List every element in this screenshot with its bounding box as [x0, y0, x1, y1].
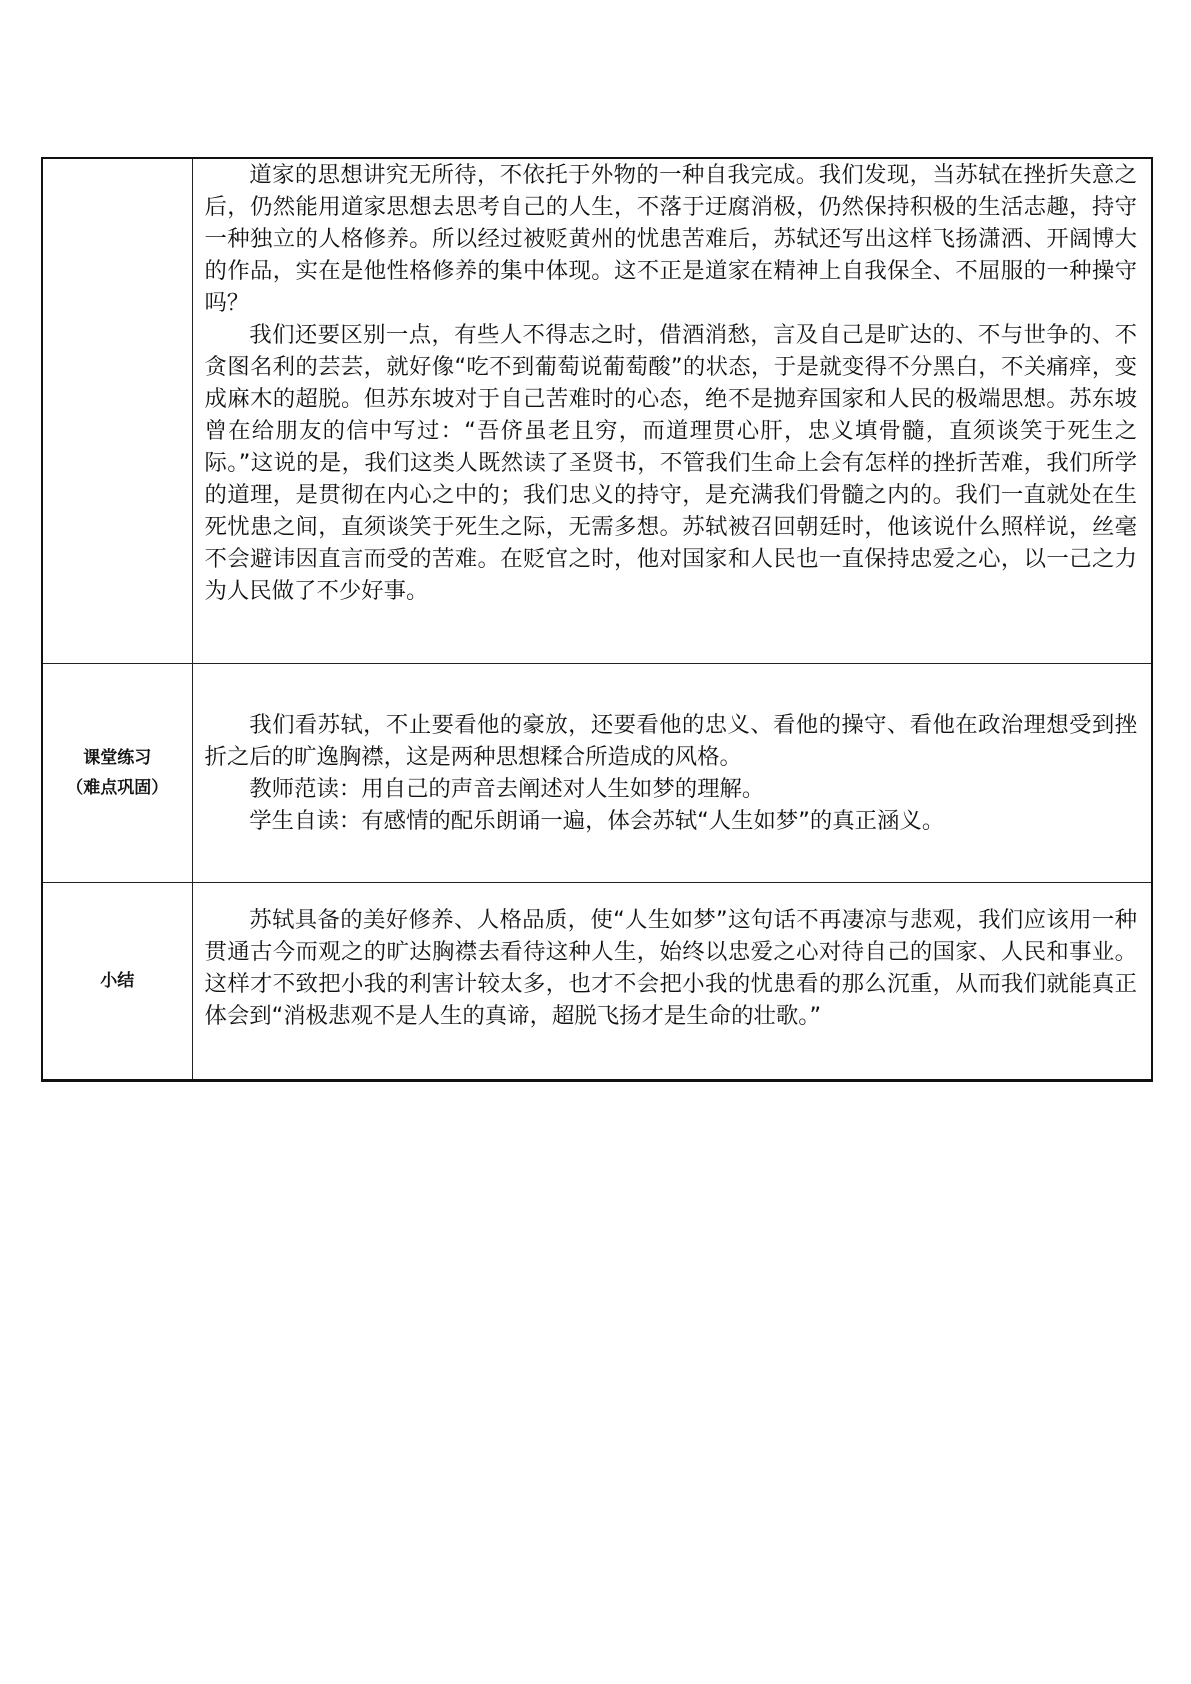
- paragraph: 道家的思想讲究无所待，不依托于外物的一种自我完成。我们发现，当苏轼在挫折失意之后，仍然能用道家思想去思考自己的人生，不落于迂腐消极，仍然保持积极的生活志趣，持守一种独立的人格修养。所以经过被贬黄州的忧患苦难后，苏轼还写出这样飞扬潇洒、开阔博大的作品，实在是他性格修养的集中体现。这不正是道家在精神上自我保全、不屈服的一种操守吗？: [204, 162, 1137, 316]
- paragraph: 我们还要区别一点，有些人不得志之时，借酒消愁，言及自己是旷达的、不与世争的、不贪图名利的芸芸，就好像“吃不到葡萄说葡萄酸”的状态，于是就变得不分黑白，不关痛痒，变成麻木的超脱。但苏东坡对于自己苦难时的心态，绝不是抛弃国家和人民的极端思想。苏东坡曾在给朋友的信中写过：“吾侪虽老且穷，而道理贯心肝，忠义填骨髓，直须谈笑于死生之际。”这说的是，我们这类人既然读了圣贤书，不管我们生命上会有怎样的挫折苦难，我们所学的道理，是贯彻在内心之中的；我们忠义的持守，是充满我们骨髓之内的。我们一直就处在生死忧患之间，直须谈笑于死生之际，无需多想。苏轼被召回朝廷时，他该说什么照样说，丝毫不会避讳因直言而受的苦难。在贬官之时，他对国家和人民也一直保持忠爱之心，以一己之力为人民做了不少好事。: [204, 322, 1137, 604]
- paragraph: 我们看苏轼，不止要看他的豪放，还要看他的忠义、看他的操守、看他在政治理想受到挫折之后的旷逸胸襟，这是两种思想糅合所造成的风格。: [204, 711, 1137, 770]
- paragraph: 学生自读：有感情的配乐朗诵一遍，体会苏轼“人生如梦”的真正涵义。: [249, 807, 945, 834]
- row-content-cell: [192, 158, 1152, 663]
- table-row: [42, 663, 1152, 882]
- row-label-cell: [42, 663, 192, 882]
- section-sublabel: （难点巩固）: [66, 777, 169, 798]
- paragraph: 苏轼具备的美好修养、人格品质，使“人生如梦”这句话不再凄凉与悲观，我们应该用一种贯通古今而观之的旷达胸襟去看待这种人生，始终以忠爱之心对待自己的国家、人民和事业。这样才不致把小我的利害计较太多，也才不会把小我的忧患看的那么沉重，从而我们就能真正体会到“消极悲观不是人生的真谛，超脱飞扬才是生命的壮歌。”: [204, 906, 1137, 1029]
- row-content-cell: [192, 663, 1152, 882]
- row-label-cell: [42, 882, 192, 1080]
- paragraph: 教师范读：用自己的声音去阐述对人生如梦的理解。: [249, 775, 765, 802]
- section-label: 小结: [100, 970, 135, 991]
- table-row: [42, 882, 1152, 1080]
- row-label-cell: [42, 158, 192, 663]
- lesson-plan-table: [41, 157, 1153, 1082]
- section-label: 课堂练习: [83, 747, 152, 768]
- row-content-cell: [192, 882, 1152, 1080]
- table-row: [42, 158, 1152, 663]
